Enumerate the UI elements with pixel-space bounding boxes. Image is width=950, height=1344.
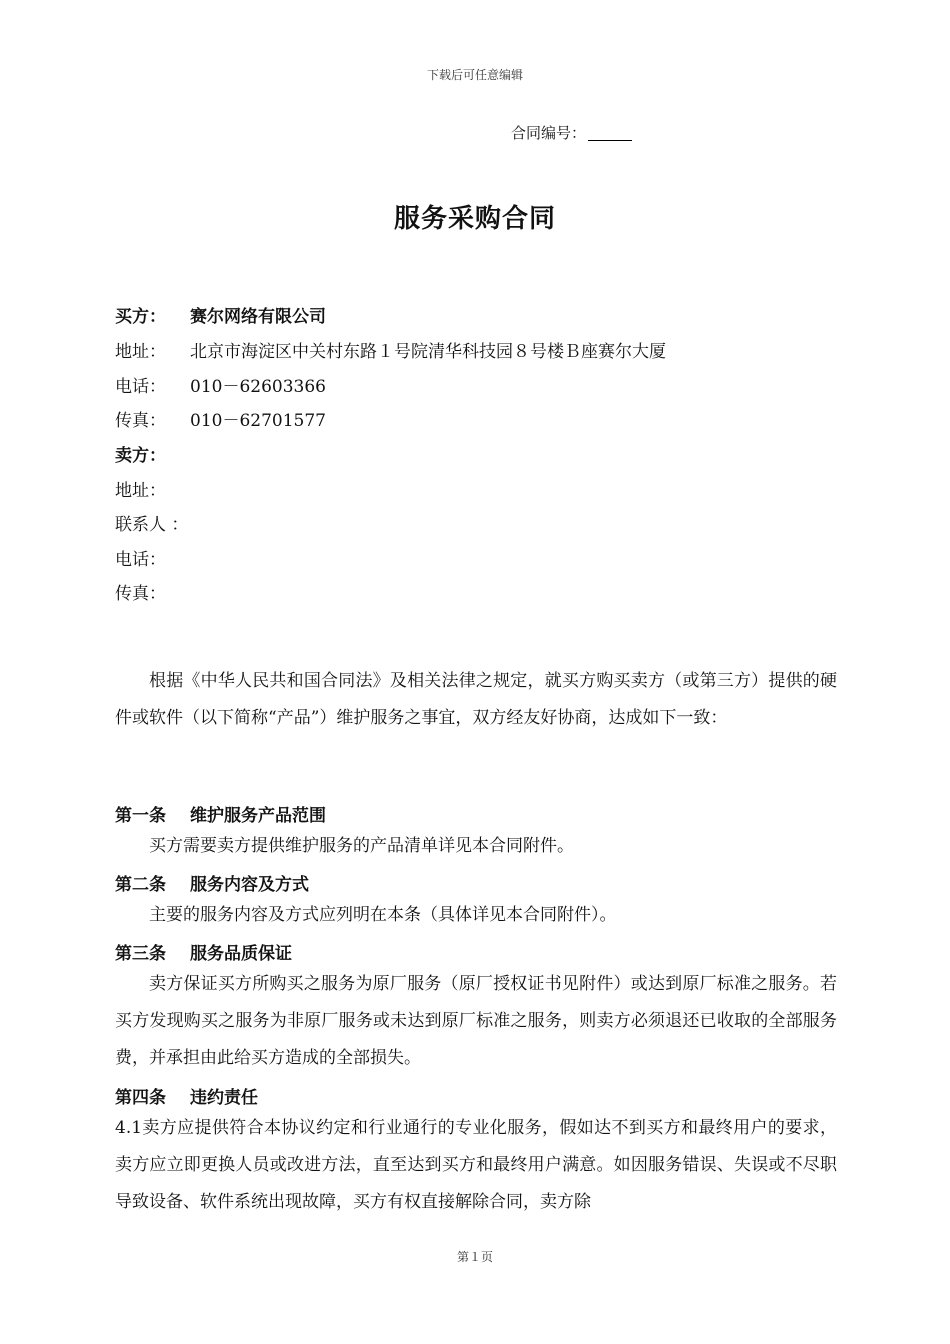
article-3-text: 卖方保证买方所购买之服务为原厂服务（原厂授权证书见附件）或达到原厂标准之服务。若买方发现购买之服务为非原厂服务或未达到原厂标准之服务，则卖方必须退还已收取的全部服务费，并承担由此给买方造成的全部损失。 xyxy=(115,974,837,1068)
preamble: 根据《中华人民共和国合同法》及相关法律之规定，就买方购买卖方（或第三方）提供的硬件或软件（以下简称“产品”）维护服务之事宜，双方经友好协商，达成如下一致： xyxy=(115,671,837,728)
buyer-phone-label: 电话： xyxy=(115,377,166,397)
buyer-fax-row xyxy=(115,406,835,431)
buyer-fax-label: 传真： xyxy=(115,411,166,431)
buyer-phone: 010－62603366 xyxy=(190,377,326,397)
seller-address-label: 地址： xyxy=(115,481,166,501)
article-2-text: 主要的服务内容及方式应列明在本条（具体详见本合同附件）。 xyxy=(149,905,617,925)
page-title: 服务采购合同 xyxy=(393,204,556,234)
article-4-title: 违约责任 xyxy=(190,1088,258,1108)
article-1-title: 维护服务产品范围 xyxy=(190,806,326,826)
buyer-name: 赛尔网络有限公司 xyxy=(190,307,326,327)
article-4-number: 第四条 xyxy=(115,1088,166,1108)
article-3-heading xyxy=(115,939,292,964)
article-3-number: 第三条 xyxy=(115,944,166,964)
article-1-number: 第一条 xyxy=(115,806,166,826)
buyer-address-label: 地址： xyxy=(115,342,166,362)
contract-number-label: 合同编号： xyxy=(511,124,587,142)
buyer-label: 买方： xyxy=(115,307,166,327)
article-2-title: 服务内容及方式 xyxy=(190,875,309,895)
article-4-heading xyxy=(115,1083,258,1108)
buyer-phone-row xyxy=(115,372,835,397)
seller-fax-label: 传真： xyxy=(115,584,166,604)
article-4-text: 4.1卖方应提供符合本协议约定和行业通行的专业化服务，假如达不到买方和最终用户的要求，卖方应立即更换人员或改进方法，直至达到买方和最终用户满意。如因服务错误、失误或不尽职导致设备、软件系统出现故障，买方有权直接解除合同，卖方除 xyxy=(115,1118,837,1212)
buyer-address-row xyxy=(115,337,835,362)
article-2-heading xyxy=(115,870,309,895)
buyer-address: 北京市海淀区中关村东路１号院清华科技园８号楼Ｂ座赛尔大厦 xyxy=(190,342,666,362)
article-1-text: 买方需要卖方提供维护服务的产品清单详见本合同附件。 xyxy=(149,836,574,856)
article-2-number: 第二条 xyxy=(115,875,166,895)
contract-number-blank xyxy=(588,126,632,141)
buyer-fax: 010－62701577 xyxy=(190,411,326,431)
buyer-row xyxy=(115,302,835,327)
article-1-heading xyxy=(115,801,326,826)
seller-phone-label: 电话： xyxy=(115,550,166,570)
article-3-title: 服务品质保证 xyxy=(190,944,292,964)
page-number: 第１页 xyxy=(456,1250,493,1264)
seller-contact-label: 联系人 ： xyxy=(115,515,189,535)
header-note: 下载后可任意编辑 xyxy=(426,68,523,82)
contract-number xyxy=(511,122,632,143)
seller-label: 卖方： xyxy=(115,446,166,466)
